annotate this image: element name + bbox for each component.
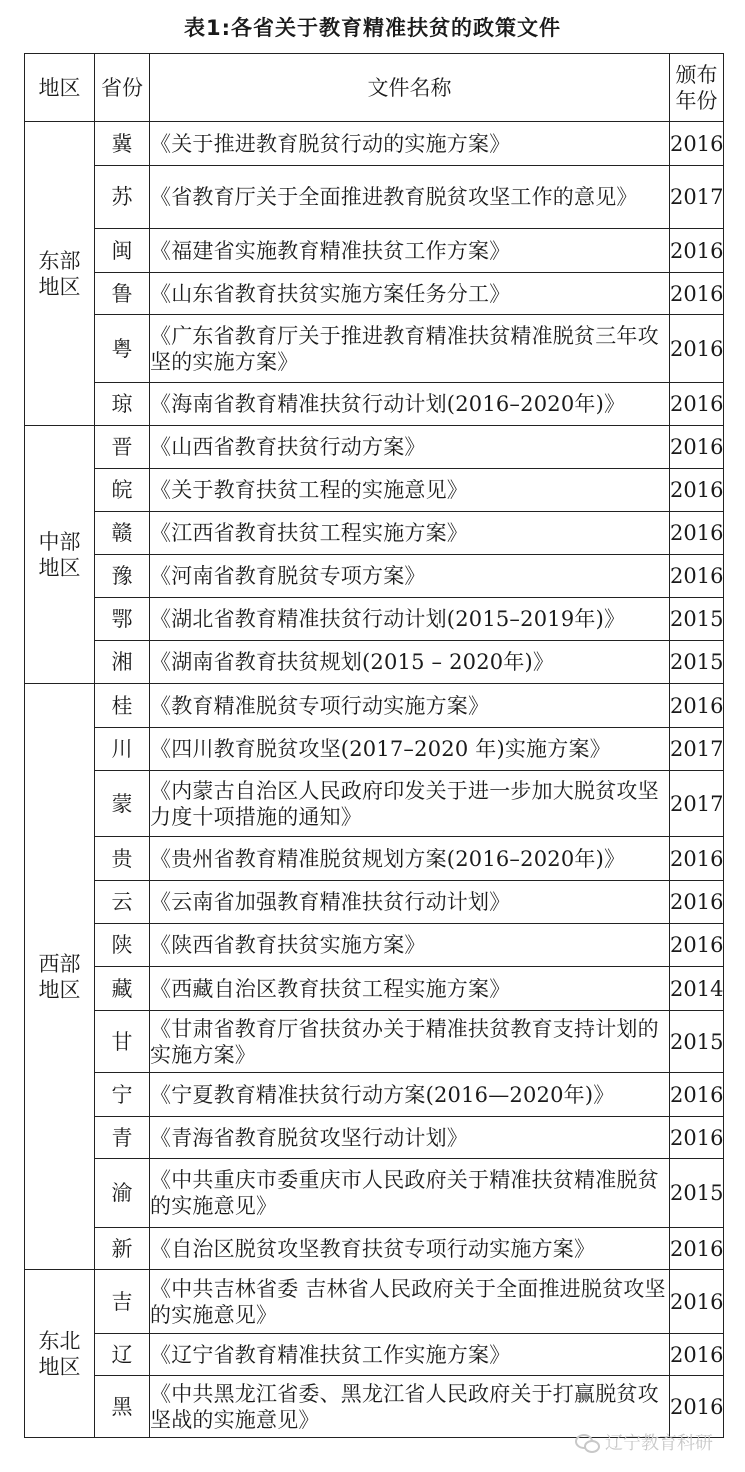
province-cell: 辽 bbox=[95, 1334, 150, 1376]
year-cell: 2016 bbox=[670, 315, 724, 383]
header-province: 省份 bbox=[95, 54, 150, 122]
province-cell: 甘 bbox=[95, 1011, 150, 1073]
table-row bbox=[25, 1270, 724, 1334]
year-cell: 2016 bbox=[670, 837, 724, 881]
table-row bbox=[25, 881, 724, 924]
year-cell: 2016 bbox=[670, 383, 724, 426]
table-row bbox=[25, 166, 724, 229]
year-cell: 2016 bbox=[670, 122, 724, 166]
document-cell: 《福建省实施教育精准扶贫工作方案》 bbox=[150, 229, 670, 273]
document-cell: 《海南省教育精准扶贫行动计划(2016–2020年)》 bbox=[150, 383, 670, 426]
document-cell: 《青海省教育脱贫攻坚行动计划》 bbox=[150, 1117, 670, 1159]
province-cell: 湘 bbox=[95, 641, 150, 684]
year-cell: 2016 bbox=[670, 1270, 724, 1334]
province-cell: 鲁 bbox=[95, 273, 150, 315]
document-cell: 《中共吉林省委 吉林省人民政府关于全面推进脱贫攻坚的实施意见》 bbox=[150, 1270, 670, 1334]
province-cell: 青 bbox=[95, 1117, 150, 1159]
document-cell: 《山西省教育扶贫行动方案》 bbox=[150, 426, 670, 469]
table-row bbox=[25, 1011, 724, 1073]
province-cell: 皖 bbox=[95, 469, 150, 512]
year-cell: 2017 bbox=[670, 166, 724, 229]
year-cell: 2016 bbox=[670, 1073, 724, 1117]
document-cell: 《省教育厅关于全面推进教育脱贫攻坚工作的意见》 bbox=[150, 166, 670, 229]
watermark-text: 辽宁教育科研 bbox=[605, 1433, 713, 1454]
province-cell: 豫 bbox=[95, 555, 150, 598]
table-row bbox=[25, 771, 724, 837]
document-cell: 《西藏自治区教育扶贫工程实施方案》 bbox=[150, 967, 670, 1011]
document-cell: 《甘肃省教育厅省扶贫办关于精准扶贫教育支持计划的实施方案》 bbox=[150, 1011, 670, 1073]
policy-table bbox=[24, 53, 724, 1438]
table-title: 表1:各省关于教育精准扶贫的政策文件 bbox=[183, 16, 561, 40]
province-cell: 苏 bbox=[95, 166, 150, 229]
header-document: 文件名称 bbox=[150, 54, 670, 122]
province-cell: 新 bbox=[95, 1228, 150, 1270]
table-row bbox=[25, 383, 724, 426]
table-row bbox=[25, 1334, 724, 1376]
region-northeast bbox=[25, 1270, 95, 1438]
province-cell: 闽 bbox=[95, 229, 150, 273]
region-west-line2: 地区 bbox=[38, 977, 81, 1002]
province-cell: 吉 bbox=[95, 1270, 150, 1334]
year-cell: 2016 bbox=[670, 273, 724, 315]
year-cell: 2016 bbox=[670, 684, 724, 728]
document-cell: 《辽宁省教育精准扶贫工作实施方案》 bbox=[150, 1334, 670, 1376]
region-northeast-line1: 东北 bbox=[38, 1328, 81, 1353]
table-row bbox=[25, 555, 724, 598]
table-row bbox=[25, 315, 724, 383]
province-cell: 赣 bbox=[95, 512, 150, 555]
wechat-icon bbox=[575, 1432, 599, 1452]
year-cell: 2016 bbox=[670, 229, 724, 273]
table-row bbox=[25, 598, 724, 641]
year-cell: 2015 bbox=[670, 641, 724, 684]
document-cell: 《贵州省教育精准脱贫规划方案(2016–2020年)》 bbox=[150, 837, 670, 881]
province-cell: 渝 bbox=[95, 1159, 150, 1228]
year-cell: 2014 bbox=[670, 967, 724, 1011]
table-row bbox=[25, 512, 724, 555]
province-cell: 宁 bbox=[95, 1073, 150, 1117]
table-row bbox=[25, 1228, 724, 1270]
document-cell: 《关于教育扶贫工程的实施意见》 bbox=[150, 469, 670, 512]
region-central-line1: 中部 bbox=[38, 529, 81, 554]
province-cell: 川 bbox=[95, 728, 150, 771]
document-cell: 《教育精准脱贫专项行动实施方案》 bbox=[150, 684, 670, 728]
year-cell: 2016 bbox=[670, 469, 724, 512]
year-cell: 2016 bbox=[670, 924, 724, 967]
year-cell: 2016 bbox=[670, 1334, 724, 1376]
table-row bbox=[25, 426, 724, 469]
province-cell: 云 bbox=[95, 881, 150, 924]
province-cell: 粤 bbox=[95, 315, 150, 383]
province-cell: 藏 bbox=[95, 967, 150, 1011]
region-central bbox=[25, 426, 95, 684]
year-cell: 2016 bbox=[670, 1117, 724, 1159]
document-cell: 《江西省教育扶贫工程实施方案》 bbox=[150, 512, 670, 555]
province-cell: 冀 bbox=[95, 122, 150, 166]
year-cell: 2015 bbox=[670, 1159, 724, 1228]
region-west bbox=[25, 684, 95, 1270]
region-west-line1: 西部 bbox=[38, 951, 81, 976]
document-cell: 《广东省教育厅关于推进教育精准扶贫精准脱贫三年攻坚的实施方案》 bbox=[150, 315, 670, 383]
table-row bbox=[25, 641, 724, 684]
year-cell: 2016 bbox=[670, 426, 724, 469]
table-row bbox=[25, 924, 724, 967]
table-row bbox=[25, 469, 724, 512]
year-cell: 2016 bbox=[670, 881, 724, 924]
document-cell: 《四川教育脱贫攻坚(2017–2020 年)实施方案》 bbox=[150, 728, 670, 771]
province-cell: 蒙 bbox=[95, 771, 150, 837]
region-east bbox=[25, 122, 95, 426]
document-cell: 《关于推进教育脱贫行动的实施方案》 bbox=[150, 122, 670, 166]
table-row bbox=[25, 1159, 724, 1228]
province-cell: 贵 bbox=[95, 837, 150, 881]
document-cell: 《云南省加强教育精准扶贫行动计划》 bbox=[150, 881, 670, 924]
province-cell: 晋 bbox=[95, 426, 150, 469]
document-cell: 《湖北省教育精准扶贫行动计划(2015–2019年)》 bbox=[150, 598, 670, 641]
document-cell: 《陕西省教育扶贫实施方案》 bbox=[150, 924, 670, 967]
header-year-line2: 年份 bbox=[675, 88, 718, 113]
table-row bbox=[25, 684, 724, 728]
table-row bbox=[25, 728, 724, 771]
table-row bbox=[25, 967, 724, 1011]
year-cell: 2015 bbox=[670, 1011, 724, 1073]
province-cell: 鄂 bbox=[95, 598, 150, 641]
region-east-line2: 地区 bbox=[38, 274, 81, 299]
year-cell: 2016 bbox=[670, 1376, 724, 1438]
province-cell: 琼 bbox=[95, 383, 150, 426]
region-northeast-line2: 地区 bbox=[38, 1354, 81, 1379]
table-row bbox=[25, 1117, 724, 1159]
watermark bbox=[575, 1427, 735, 1457]
table-row bbox=[25, 1073, 724, 1117]
year-cell: 2017 bbox=[670, 728, 724, 771]
year-cell: 2015 bbox=[670, 598, 724, 641]
year-cell: 2016 bbox=[670, 555, 724, 598]
year-cell: 2016 bbox=[670, 512, 724, 555]
province-cell: 桂 bbox=[95, 684, 150, 728]
year-cell: 2017 bbox=[670, 771, 724, 837]
document-cell: 《湖南省教育扶贫规划(2015 – 2020年)》 bbox=[150, 641, 670, 684]
table-row bbox=[25, 837, 724, 881]
header-region: 地区 bbox=[25, 54, 95, 122]
province-cell: 黑 bbox=[95, 1376, 150, 1438]
year-cell: 2016 bbox=[670, 1228, 724, 1270]
region-east-line1: 东部 bbox=[38, 248, 81, 273]
document-cell: 《内蒙古自治区人民政府印发关于进一步加大脱贫攻坚力度十项措施的通知》 bbox=[150, 771, 670, 837]
table-row bbox=[25, 229, 724, 273]
document-cell: 《自治区脱贫攻坚教育扶贫专项行动实施方案》 bbox=[150, 1228, 670, 1270]
document-cell: 《中共黑龙江省委、黑龙江省人民政府关于打赢脱贫攻坚战的实施意见》 bbox=[150, 1376, 670, 1438]
document-cell: 《宁夏教育精准扶贫行动方案(2016—2020年)》 bbox=[150, 1073, 670, 1117]
header-year bbox=[670, 54, 724, 122]
document-cell: 《中共重庆市委重庆市人民政府关于精准扶贫精准脱贫的实施意见》 bbox=[150, 1159, 670, 1228]
region-central-line2: 地区 bbox=[38, 555, 81, 580]
document-cell: 《河南省教育脱贫专项方案》 bbox=[150, 555, 670, 598]
header-row bbox=[25, 54, 724, 122]
table-row bbox=[25, 122, 724, 166]
document-cell: 《山东省教育扶贫实施方案任务分工》 bbox=[150, 273, 670, 315]
table-row bbox=[25, 273, 724, 315]
header-year-line1: 颁布 bbox=[675, 62, 718, 87]
province-cell: 陕 bbox=[95, 924, 150, 967]
